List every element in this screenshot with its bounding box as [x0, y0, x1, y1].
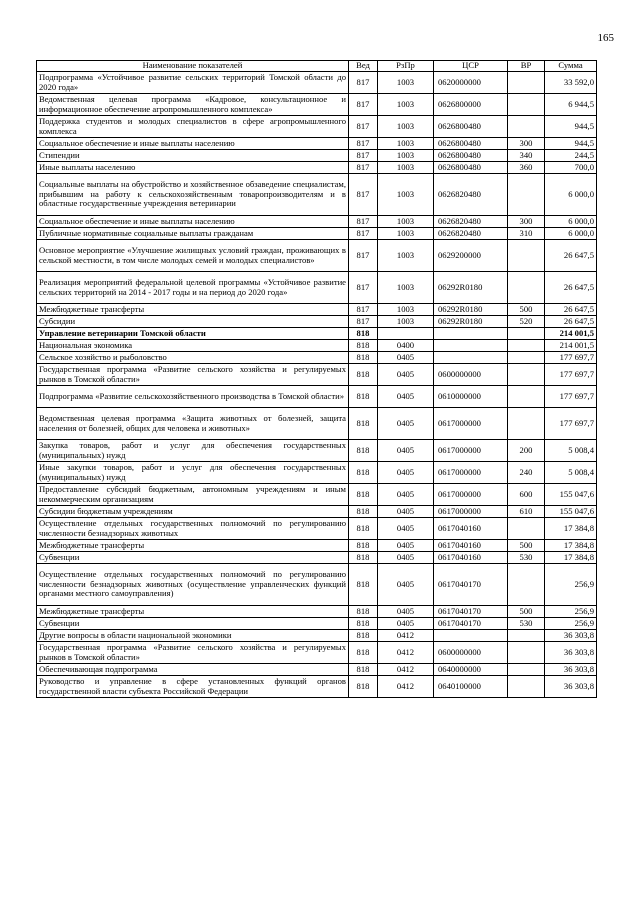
cell-ved: 818 — [349, 630, 378, 642]
cell-csr: 0600000000 — [434, 642, 508, 664]
cell-vr — [508, 116, 545, 138]
cell-csr: 0617040170 — [434, 618, 508, 630]
cell-vr — [508, 518, 545, 540]
cell-ved: 818 — [349, 618, 378, 630]
cell-name: Сельское хозяйство и рыболовство — [37, 352, 349, 364]
cell-vr: 200 — [508, 440, 545, 462]
table-row — [37, 386, 597, 408]
cell-rzpr: 1003 — [378, 240, 434, 272]
cell-name: Публичные нормативные социальные выплаты гражданам — [37, 228, 349, 240]
cell-sum: 5 008,4 — [545, 462, 597, 484]
cell-vr: 240 — [508, 462, 545, 484]
cell-rzpr: 1003 — [378, 272, 434, 304]
table-row — [37, 606, 597, 618]
cell-ved: 818 — [349, 518, 378, 540]
cell-sum: 6 000,0 — [545, 216, 597, 228]
cell-name: Субсидии — [37, 316, 349, 328]
cell-sum: 177 697,7 — [545, 352, 597, 364]
cell-sum: 26 647,5 — [545, 240, 597, 272]
cell-rzpr: 0405 — [378, 540, 434, 552]
cell-sum: 214 001,5 — [545, 340, 597, 352]
cell-rzpr: 0405 — [378, 352, 434, 364]
cell-sum: 36 303,8 — [545, 642, 597, 664]
cell-sum: 17 384,8 — [545, 540, 597, 552]
cell-ved: 818 — [349, 352, 378, 364]
cell-vr — [508, 174, 545, 216]
cell-sum: 17 384,8 — [545, 552, 597, 564]
cell-ved: 817 — [349, 150, 378, 162]
cell-rzpr: 0405 — [378, 364, 434, 386]
cell-csr: 0617000000 — [434, 462, 508, 484]
cell-rzpr: 0405 — [378, 462, 434, 484]
cell-vr — [508, 408, 545, 440]
table-row — [37, 328, 597, 340]
cell-name: Закупка товаров, работ и услуг для обеспечения государственных (муниципальных) нужд — [37, 440, 349, 462]
cell-ved: 817 — [349, 174, 378, 216]
table-row — [37, 552, 597, 564]
table-row — [37, 664, 597, 676]
cell-rzpr: 0405 — [378, 484, 434, 506]
table-row — [37, 174, 597, 216]
table-row — [37, 540, 597, 552]
cell-ved: 817 — [349, 116, 378, 138]
cell-name: Субвенции — [37, 618, 349, 630]
cell-rzpr: 1003 — [378, 216, 434, 228]
cell-csr: 0620000000 — [434, 72, 508, 94]
column-header-csr: ЦСР — [434, 61, 508, 72]
cell-rzpr: 0405 — [378, 618, 434, 630]
cell-ved: 818 — [349, 540, 378, 552]
cell-sum: 155 047,6 — [545, 506, 597, 518]
cell-ved: 817 — [349, 316, 378, 328]
cell-ved: 818 — [349, 664, 378, 676]
table-row — [37, 630, 597, 642]
cell-ved: 817 — [349, 216, 378, 228]
table-row — [37, 94, 597, 116]
cell-sum: 36 303,8 — [545, 676, 597, 698]
cell-ved: 818 — [349, 340, 378, 352]
cell-rzpr: 0405 — [378, 518, 434, 540]
cell-csr: 06292R0180 — [434, 316, 508, 328]
cell-csr: 0617000000 — [434, 408, 508, 440]
cell-ved: 818 — [349, 440, 378, 462]
cell-rzpr: 1003 — [378, 316, 434, 328]
table-row — [37, 72, 597, 94]
table-row — [37, 304, 597, 316]
column-header-ved: Вед — [349, 61, 378, 72]
cell-ved: 817 — [349, 272, 378, 304]
table-row — [37, 518, 597, 540]
cell-sum: 944,5 — [545, 116, 597, 138]
cell-vr: 500 — [508, 606, 545, 618]
cell-name: Субвенции — [37, 552, 349, 564]
cell-csr: 0626820480 — [434, 216, 508, 228]
cell-csr: 0640100000 — [434, 676, 508, 698]
cell-rzpr: 0405 — [378, 408, 434, 440]
cell-vr — [508, 72, 545, 94]
table-row — [37, 408, 597, 440]
table-row — [37, 162, 597, 174]
cell-name: Национальная экономика — [37, 340, 349, 352]
cell-rzpr: 1003 — [378, 94, 434, 116]
cell-vr — [508, 642, 545, 664]
cell-csr: 0626820480 — [434, 228, 508, 240]
cell-vr: 600 — [508, 484, 545, 506]
cell-sum: 36 303,8 — [545, 664, 597, 676]
cell-vr — [508, 386, 545, 408]
cell-ved: 818 — [349, 462, 378, 484]
cell-csr: 0626800480 — [434, 150, 508, 162]
cell-sum: 26 647,5 — [545, 316, 597, 328]
cell-name: Реализация мероприятий федеральной целевой программы «Устойчивое развитие сельских территорий на 2014 - 2017 годы и на период до 2020 года» — [37, 272, 349, 304]
table-row — [37, 462, 597, 484]
column-header-rzpr: РзПр — [378, 61, 434, 72]
cell-ved: 818 — [349, 606, 378, 618]
cell-ved: 818 — [349, 564, 378, 606]
cell-name: Обеспечивающая подпрограмма — [37, 664, 349, 676]
cell-csr: 06292R0180 — [434, 272, 508, 304]
cell-rzpr: 1003 — [378, 138, 434, 150]
cell-rzpr: 1003 — [378, 174, 434, 216]
cell-vr — [508, 664, 545, 676]
cell-vr: 500 — [508, 540, 545, 552]
cell-csr: 0617000000 — [434, 440, 508, 462]
cell-vr — [508, 340, 545, 352]
cell-csr: 0600000000 — [434, 364, 508, 386]
cell-name: Осуществление отдельных государственных полномочий по регулированию численности безнадзорных животных (осуществление управленческих функций органами местного самоуправления) — [37, 564, 349, 606]
cell-name: Основное мероприятие «Улучшение жилищных условий граждан, проживающих в сельской местности, в том числе молодых семей и молодых специалистов» — [37, 240, 349, 272]
table-row — [37, 676, 597, 698]
cell-ved: 818 — [349, 552, 378, 564]
cell-csr: 0626800480 — [434, 162, 508, 174]
cell-name: Социальное обеспечение и иные выплаты населению — [37, 138, 349, 150]
cell-csr: 06292R0180 — [434, 304, 508, 316]
cell-sum: 33 592,0 — [545, 72, 597, 94]
table-row — [37, 138, 597, 150]
cell-rzpr: 1003 — [378, 228, 434, 240]
cell-ved: 818 — [349, 364, 378, 386]
table-header-row — [37, 61, 597, 72]
table-body — [37, 72, 597, 698]
table-row — [37, 506, 597, 518]
cell-sum: 177 697,7 — [545, 408, 597, 440]
cell-name: Социальные выплаты на обустройство и хозяйственное обзаведение специалистам, прибывшим на работу к сельскохозяйственным товаропроизводителям и в областные государственные учреждения ветеринарии — [37, 174, 349, 216]
cell-sum: 244,5 — [545, 150, 597, 162]
cell-csr: 0617000000 — [434, 506, 508, 518]
column-header-sum: Сумма — [545, 61, 597, 72]
table-row — [37, 440, 597, 462]
cell-name: Межбюджетные трансферты — [37, 304, 349, 316]
cell-vr: 310 — [508, 228, 545, 240]
cell-name: Стипендии — [37, 150, 349, 162]
cell-sum: 177 697,7 — [545, 386, 597, 408]
column-header-vr: ВР — [508, 61, 545, 72]
cell-rzpr: 1003 — [378, 72, 434, 94]
cell-sum: 26 647,5 — [545, 304, 597, 316]
cell-vr: 520 — [508, 316, 545, 328]
cell-rzpr: 0405 — [378, 506, 434, 518]
cell-vr: 610 — [508, 506, 545, 518]
table-row — [37, 116, 597, 138]
cell-rzpr: 1003 — [378, 150, 434, 162]
cell-sum: 256,9 — [545, 618, 597, 630]
cell-rzpr: 1003 — [378, 162, 434, 174]
cell-name: Государственная программа «Развитие сельского хозяйства и регулируемых рынков в Томской области» — [37, 364, 349, 386]
table-row — [37, 240, 597, 272]
table-row — [37, 228, 597, 240]
cell-vr: 300 — [508, 138, 545, 150]
cell-rzpr: 0405 — [378, 564, 434, 606]
cell-name: Управление ветеринарии Томской области — [37, 328, 349, 340]
cell-sum: 177 697,7 — [545, 364, 597, 386]
cell-rzpr: 0405 — [378, 386, 434, 408]
cell-csr — [434, 352, 508, 364]
cell-name: Государственная программа «Развитие сельского хозяйства и регулируемых рынков в Томской области» — [37, 642, 349, 664]
cell-ved: 818 — [349, 506, 378, 518]
cell-ved: 817 — [349, 162, 378, 174]
cell-sum: 6 000,0 — [545, 228, 597, 240]
cell-sum: 6 944,5 — [545, 94, 597, 116]
cell-ved: 818 — [349, 328, 378, 340]
cell-name: Предоставление субсидий бюджетным, автономным учреждениям и иным некоммерческим организациям — [37, 484, 349, 506]
cell-vr: 500 — [508, 304, 545, 316]
cell-rzpr: 0412 — [378, 630, 434, 642]
cell-csr: 0626800480 — [434, 138, 508, 150]
cell-csr — [434, 340, 508, 352]
cell-rzpr: 1003 — [378, 116, 434, 138]
cell-csr: 0617040160 — [434, 540, 508, 552]
cell-name: Другие вопросы в области национальной экономики — [37, 630, 349, 642]
cell-csr: 0617040170 — [434, 606, 508, 618]
table-row — [37, 484, 597, 506]
cell-ved: 818 — [349, 676, 378, 698]
cell-csr: 0610000000 — [434, 386, 508, 408]
cell-csr: 0626800480 — [434, 116, 508, 138]
cell-rzpr: 0412 — [378, 642, 434, 664]
cell-vr — [508, 240, 545, 272]
cell-csr: 0617000000 — [434, 484, 508, 506]
cell-ved: 818 — [349, 642, 378, 664]
table-row — [37, 316, 597, 328]
cell-csr: 0640000000 — [434, 664, 508, 676]
cell-vr: 360 — [508, 162, 545, 174]
cell-sum: 155 047,6 — [545, 484, 597, 506]
cell-name: Иные выплаты населению — [37, 162, 349, 174]
table-row — [37, 564, 597, 606]
cell-sum: 214 001,5 — [545, 328, 597, 340]
cell-ved: 818 — [349, 408, 378, 440]
table-row — [37, 618, 597, 630]
cell-csr — [434, 630, 508, 642]
cell-rzpr: 1003 — [378, 304, 434, 316]
cell-name: Подпрограмма «Развитие сельскохозяйственного производства в Томской области» — [37, 386, 349, 408]
cell-rzpr: 0405 — [378, 440, 434, 462]
cell-name: Осуществление отдельных государственных полномочий по регулированию численности безнадзорных животных — [37, 518, 349, 540]
cell-ved: 817 — [349, 138, 378, 150]
cell-vr — [508, 94, 545, 116]
cell-name: Подпрограмма «Устойчивое развитие сельских территорий Томской области до 2020 года» — [37, 72, 349, 94]
table-row — [37, 340, 597, 352]
cell-vr: 530 — [508, 618, 545, 630]
cell-sum: 26 647,5 — [545, 272, 597, 304]
cell-sum: 256,9 — [545, 606, 597, 618]
cell-ved: 817 — [349, 94, 378, 116]
cell-csr: 0617040160 — [434, 518, 508, 540]
cell-csr — [434, 328, 508, 340]
table-row — [37, 272, 597, 304]
table-row — [37, 216, 597, 228]
cell-name: Социальное обеспечение и иные выплаты населению — [37, 216, 349, 228]
budget-table — [36, 60, 597, 698]
cell-name: Межбюджетные трансферты — [37, 606, 349, 618]
cell-sum: 6 000,0 — [545, 174, 597, 216]
cell-vr — [508, 630, 545, 642]
budget-table-container — [36, 60, 596, 698]
table-row — [37, 364, 597, 386]
cell-sum: 256,9 — [545, 564, 597, 606]
cell-rzpr: 0405 — [378, 552, 434, 564]
cell-vr — [508, 352, 545, 364]
table-row — [37, 642, 597, 664]
cell-ved: 817 — [349, 72, 378, 94]
cell-rzpr: 0400 — [378, 340, 434, 352]
cell-name: Иные закупки товаров, работ и услуг для обеспечения государственных (муниципальных) нужд — [37, 462, 349, 484]
cell-name: Ведомственная целевая программа «Защита животных от болезней, защита населения от болезней, общих для человека и животных» — [37, 408, 349, 440]
cell-rzpr: 0412 — [378, 676, 434, 698]
cell-vr — [508, 364, 545, 386]
cell-rzpr — [378, 328, 434, 340]
cell-ved: 817 — [349, 304, 378, 316]
cell-ved: 818 — [349, 386, 378, 408]
cell-csr: 0617040160 — [434, 552, 508, 564]
cell-vr — [508, 564, 545, 606]
cell-sum: 700,0 — [545, 162, 597, 174]
cell-vr — [508, 272, 545, 304]
cell-csr: 0617040170 — [434, 564, 508, 606]
cell-name: Поддержка студентов и молодых специалистов в сфере агропромышленного комплекса — [37, 116, 349, 138]
cell-vr: 340 — [508, 150, 545, 162]
cell-sum: 36 303,8 — [545, 630, 597, 642]
cell-sum: 17 384,8 — [545, 518, 597, 540]
cell-name: Ведомственная целевая программа «Кадровое, консультационное и информационное обеспечение агропромышленного комплекса» — [37, 94, 349, 116]
cell-vr — [508, 328, 545, 340]
cell-ved: 817 — [349, 228, 378, 240]
cell-vr — [508, 676, 545, 698]
table-row — [37, 352, 597, 364]
table-row — [37, 150, 597, 162]
cell-csr: 0626820480 — [434, 174, 508, 216]
column-header-name: Наименование показателей — [37, 61, 349, 72]
cell-sum: 5 008,4 — [545, 440, 597, 462]
cell-rzpr: 0405 — [378, 606, 434, 618]
cell-csr: 0626800000 — [434, 94, 508, 116]
cell-rzpr: 0412 — [378, 664, 434, 676]
cell-vr: 530 — [508, 552, 545, 564]
cell-vr: 300 — [508, 216, 545, 228]
cell-name: Руководство и управление в сфере установленных функций органов государственной власти субъекта Российской Федерации — [37, 676, 349, 698]
cell-csr: 0629200000 — [434, 240, 508, 272]
cell-ved: 817 — [349, 240, 378, 272]
cell-sum: 944,5 — [545, 138, 597, 150]
cell-ved: 818 — [349, 484, 378, 506]
cell-name: Субсидии бюджетным учреждениям — [37, 506, 349, 518]
cell-name: Межбюджетные трансферты — [37, 540, 349, 552]
page-number: 165 — [597, 32, 614, 44]
